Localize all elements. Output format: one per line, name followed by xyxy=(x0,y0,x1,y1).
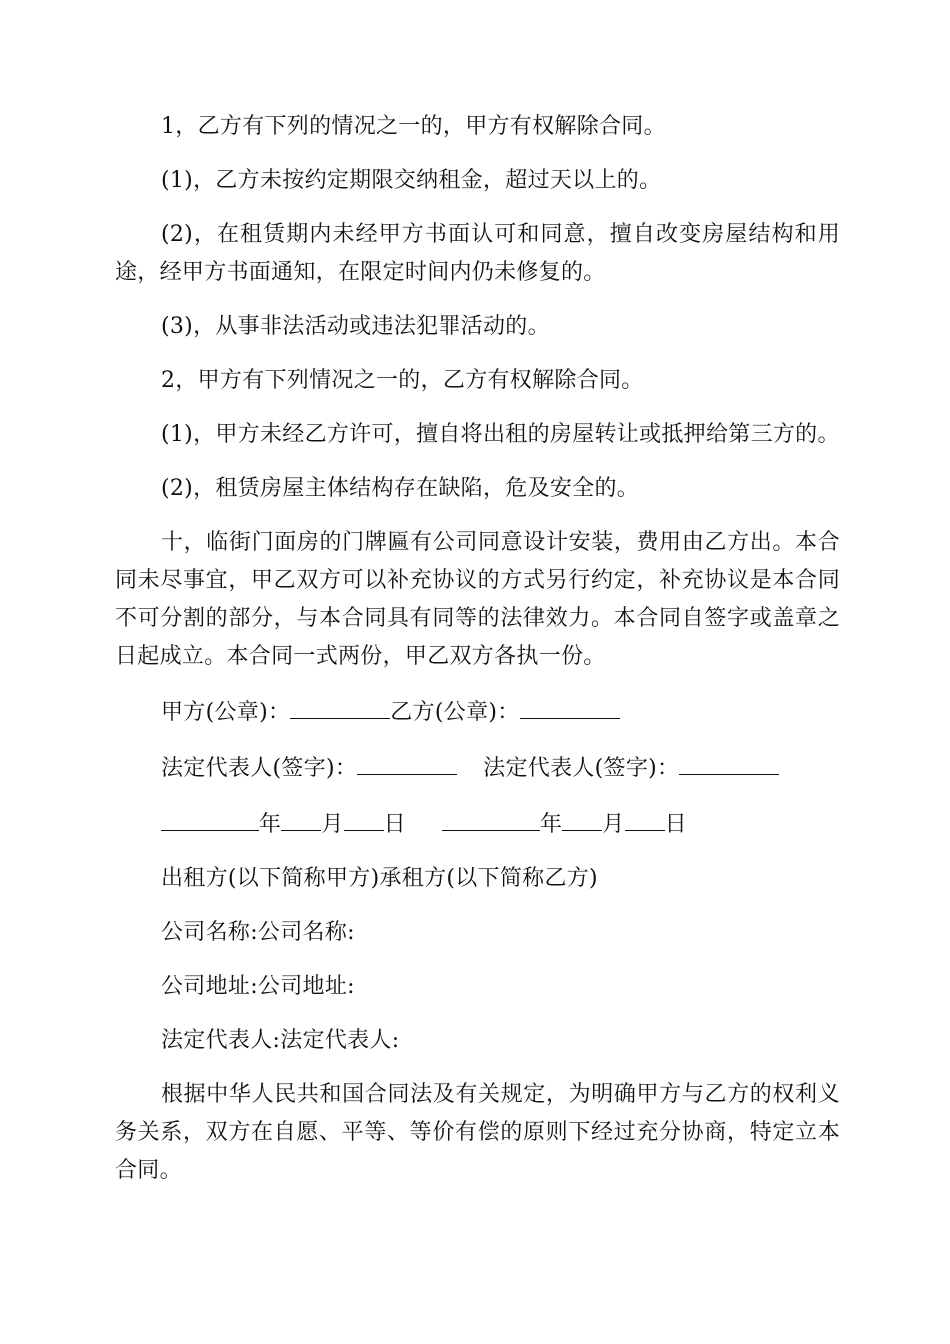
date-a-month-blank xyxy=(281,804,321,831)
party-b-seal-label: 乙方(公章)： xyxy=(390,700,520,725)
rep-a-label: 法定代表人(签字)： xyxy=(161,756,358,781)
seal-line xyxy=(115,692,840,732)
document-body xyxy=(115,108,840,1206)
company-address-line: 公司地址:公司地址: xyxy=(161,974,355,999)
date-b-month: 月 xyxy=(602,812,625,837)
clause-1-item-2: (2)，在租赁期内未经甲方书面认可和同意，擅自改变房屋结构和用途，经甲方书面通知，在限定时间内仍未修复的。 xyxy=(115,222,840,285)
date-b-day-blank xyxy=(625,804,665,831)
clause-2-heading: 2，甲方有下列情况之一的，乙方有权解除合同。 xyxy=(161,368,644,393)
legal-rep-line: 法定代表人:法定代表人: xyxy=(161,1028,400,1053)
date-a-day-blank xyxy=(344,804,384,831)
date-b-year: 年 xyxy=(539,812,563,837)
date-b-year-blank xyxy=(442,804,540,831)
date-b-day: 日 xyxy=(664,812,687,837)
clause-2-item-2: (2)，租赁房屋主体结构存在缺陷，危及安全的。 xyxy=(161,476,640,501)
rep-b-blank xyxy=(679,748,779,775)
parties-line: 出租方(以下简称甲方)承租方(以下简称乙方) xyxy=(161,866,598,891)
representative-line xyxy=(115,748,840,788)
date-a-year-blank xyxy=(161,804,259,831)
preamble: 根据中华人民共和国合同法及有关规定，为明确甲方与乙方的权利义务关系，双方在自愿、平等、等价有偿的原则下经过充分协商，特定立本合同。 xyxy=(115,1082,840,1183)
clause-2-item-1: (1)，甲方未经乙方许可，擅自将出租的房屋转让或抵押给第三方的。 xyxy=(161,422,840,447)
clause-1-heading: 1，乙方有下列的情况之一的，甲方有权解除合同。 xyxy=(161,114,666,139)
date-a-day: 日 xyxy=(383,812,406,837)
party-a-seal-label: 甲方(公章)： xyxy=(161,700,291,725)
date-a-year: 年 xyxy=(259,812,282,837)
party-b-seal-blank xyxy=(520,692,620,719)
party-a-seal-blank xyxy=(290,692,390,719)
clause-10: 十，临街门面房的门牌匾有公司同意设计安装，费用由乙方出。本合同未尽事宜，甲乙双方可以补充协议的方式另行约定，补充协议是本合同不可分割的部分，与本合同具有同等的法律效力。本合同自签字或盖章之日起成立。本合同一式两份，甲乙双方各执一份。 xyxy=(115,530,840,669)
date-b-month-blank xyxy=(562,804,602,831)
company-name-line: 公司名称:公司名称: xyxy=(161,920,355,945)
date-line xyxy=(115,804,840,844)
date-a-month: 月 xyxy=(321,812,344,837)
rep-b-label: 法定代表人(签字)： xyxy=(483,756,680,781)
clause-1-item-3: (3)，从事非法活动或违法犯罪活动的。 xyxy=(161,314,550,339)
clause-1-item-1: (1)，乙方未按约定期限交纳租金，超过天以上的。 xyxy=(161,168,662,193)
rep-a-blank xyxy=(357,748,457,775)
